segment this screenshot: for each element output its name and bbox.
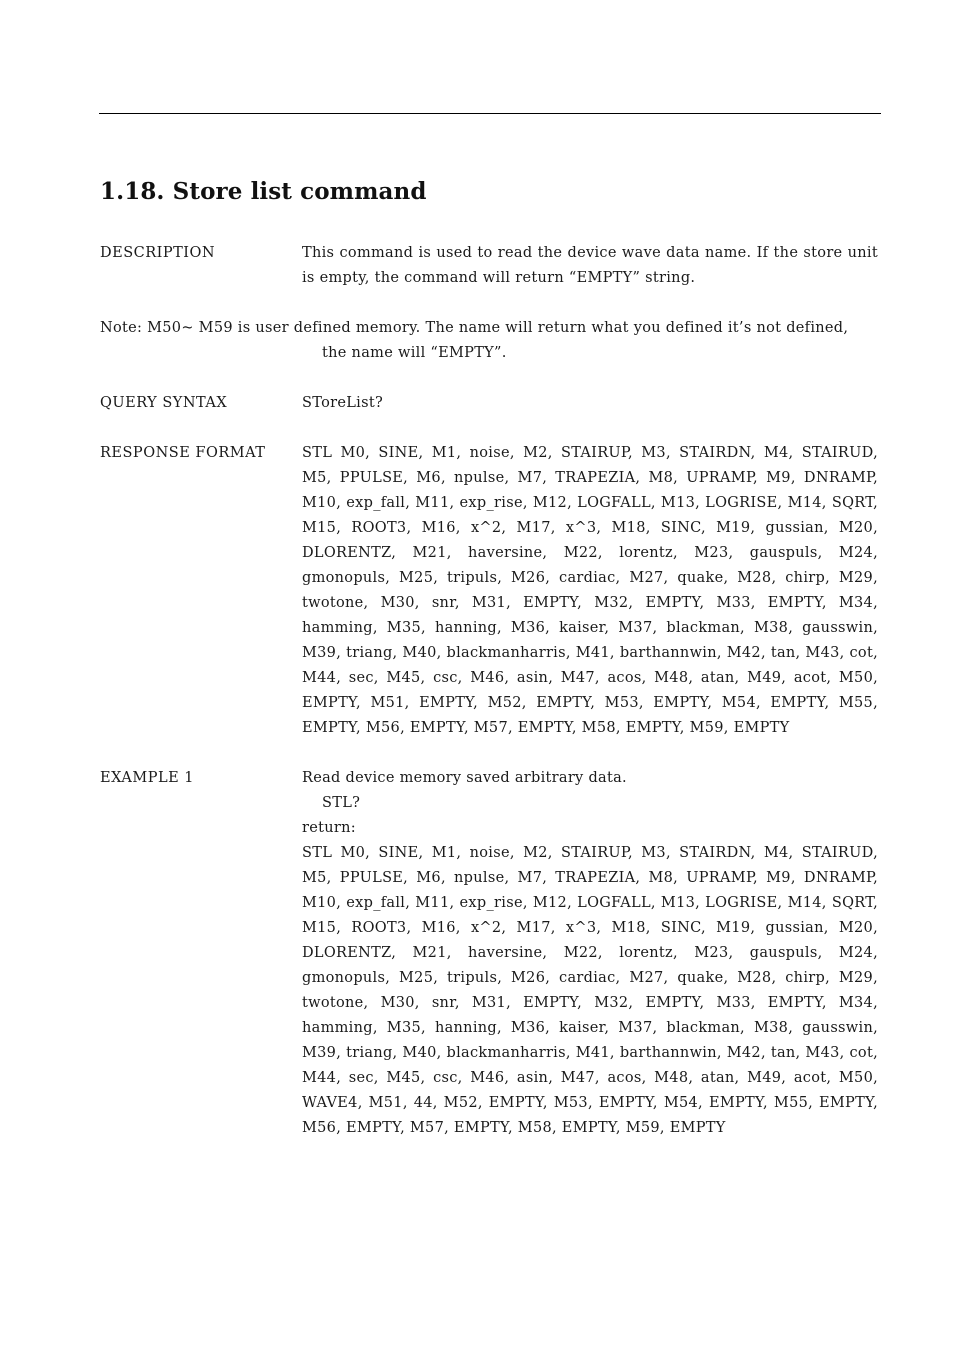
example-1-body	[302, 766, 878, 1141]
note-block	[100, 316, 878, 366]
response-format-text	[302, 441, 878, 741]
example-1-response: STL M0, SINE, M1, noise, M2, STAIRUP, M3, STAIRDN, M4, STAIRUD, M5, PPULSE, M6, npulse, M7, TRAPEZIA, M8, UPRAMP, M9, DNRAMP, M10, exp_fall, M11, exp_rise, M12, LOGFALL, M13, LOGRISE, M14, SQRT, M15, ROOT3, M16, x^2, M17, x^3, M18, SINC, M19, gussian, M20, DLORENTZ, M21, haversine, M22, lorentz, M23, gauspuls, M24, gmonopuls, M25, tripuls, M26, cardiac, M27, quake, M28, chirp, M29, twotone, M30, snr, M31, EMPTY, M32, EMPTY, M33, EMPTY, M34, hamming, M35, hanning, M36, kaiser, M37, blackman, M38, gausswin, M39, triang, M40, blackmanharris, M41, barthannwin, M42, tan, M43, cot, M44, sec, M45, csc, M46, asin, M47, acos, M48, atan, M49, acot, M50, WAVE4, M51, 44, M52, EMPTY, M53, EMPTY, M54, EMPTY, M55, EMPTY, M56, EMPTY, M57, EMPTY, M58, EMPTY, M59, EMPTY	[302, 845, 878, 1136]
example-1-command: STL?	[322, 795, 361, 811]
query-syntax-label: QUERY SYNTAX	[100, 395, 228, 411]
section-title: 1.18. Store list command	[100, 178, 427, 205]
example-1-intro: Read device memory saved arbitrary data.	[302, 770, 627, 786]
description-text	[302, 241, 878, 291]
response-format-paragraph: STL M0, SINE, M1, noise, M2, STAIRUP, M3, STAIRDN, M4, STAIRUD, M5, PPULSE, M6, npulse, M7, TRAPEZIA, M8, UPRAMP, M9, DNRAMP, M10, exp_fall, M11, exp_rise, M12, LOGFALL, M13, LOGRISE, M14, SQRT, M15, ROOT3, M16, x^2, M17, x^3, M18, SINC, M19, gussian, M20, DLORENTZ, M21, haversine, M22, lorentz, M23, gauspuls, M24, gmonopuls, M25, tripuls, M26, cardiac, M27, quake, M28, chirp, M29, twotone, M30, snr, M31, EMPTY, M32, EMPTY, M33, EMPTY, M34, hamming, M35, hanning, M36, kaiser, M37, blackman, M38, gausswin, M39, triang, M40, blackmanharris, M41, barthannwin, M42, tan, M43, cot, M44, sec, M45, csc, M46, asin, M47, acos, M48, atan, M49, acot, M50, EMPTY, M51, EMPTY, M52, EMPTY, M53, EMPTY, M54, EMPTY, M55, EMPTY, M56, EMPTY, M57, EMPTY, M58, EMPTY, M59, EMPTY	[302, 445, 878, 736]
example-1-label: EXAMPLE 1	[100, 770, 195, 786]
note-line-2: the name will “EMPTY”.	[322, 345, 507, 361]
query-syntax-text: SToreList?	[302, 395, 384, 411]
example-1-return-label: return:	[302, 820, 356, 836]
note-line-1: Note: M50~ M59 is user defined memory. The name will return what you defined it’s not defined,	[100, 320, 849, 336]
header-rule	[99, 113, 881, 114]
response-format-label: RESPONSE FORMAT	[100, 445, 266, 461]
description-label: DESCRIPTION	[100, 245, 216, 261]
description-paragraph: This command is used to read the device wave data name. If the store unit is empty, the command will return “EMPTY” string.	[302, 245, 878, 286]
